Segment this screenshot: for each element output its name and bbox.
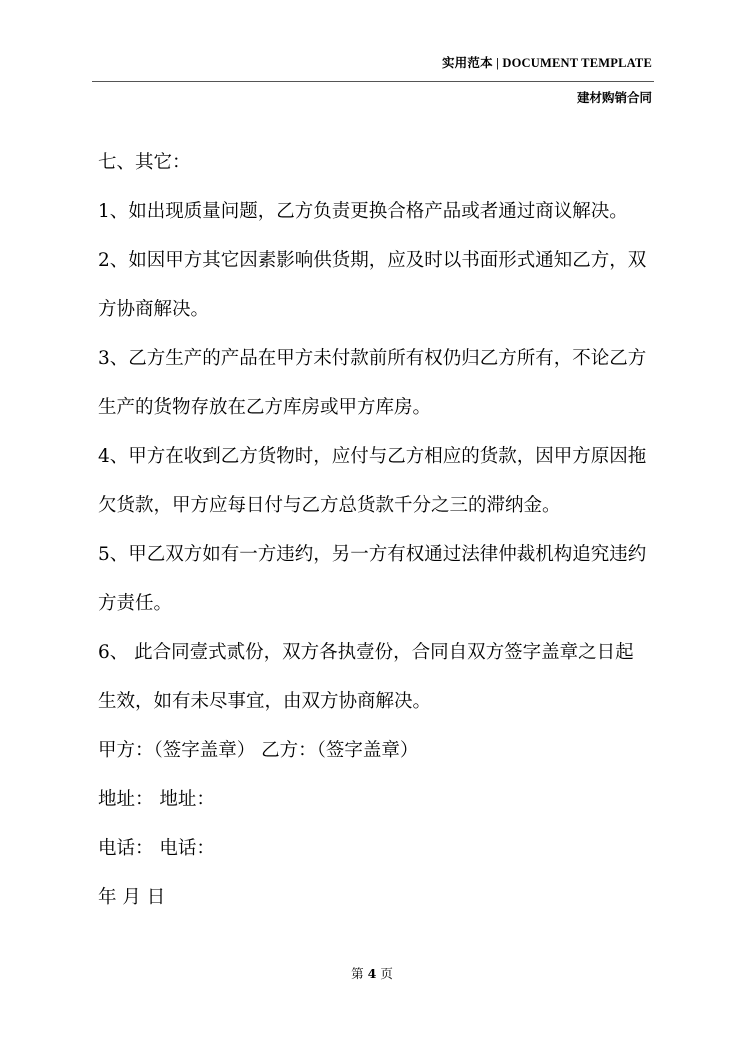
clause-3-line-1: 3、乙方生产的产品在甲方未付款前所有权仍归乙方所有，不论乙方 bbox=[98, 348, 647, 369]
phone-line: 电话： 电话： bbox=[98, 838, 215, 859]
page-suffix: 页 bbox=[380, 966, 393, 981]
clause-4-line-1: 4、甲方在收到乙方货物时，应付与乙方相应的货款，因甲方原因拖 bbox=[98, 446, 647, 467]
page-prefix: 第 bbox=[351, 966, 364, 981]
document-body bbox=[98, 138, 658, 922]
date-line: 年 月 日 bbox=[98, 887, 166, 908]
signature-line: 甲方：（签字盖章） 乙方：（签字盖章） bbox=[98, 740, 419, 761]
clause-2-line-2: 方协商解决。 bbox=[98, 299, 210, 320]
clause-6-line-1: 6、 此合同壹式贰份，双方各执壹份，合同自双方签字盖章之日起 bbox=[98, 642, 634, 663]
header-title: 实用范本 | DOCUMENT TEMPLATE bbox=[441, 56, 652, 70]
clause-4-line-2: 欠货款，甲方应每日付与乙方总货款千分之三的滞纳金。 bbox=[98, 495, 561, 516]
page-number: 4 bbox=[367, 966, 377, 981]
clause-6-line-2: 生效，如有未尽事宜，由双方协商解决。 bbox=[98, 691, 432, 712]
header-divider bbox=[92, 81, 654, 82]
clause-1: 1、如出现质量问题，乙方负责更换合格产品或者通过商议解决。 bbox=[98, 201, 628, 222]
header-subtitle: 建材购销合同 bbox=[576, 90, 652, 105]
clause-2-line-1: 2、如因甲方其它因素影响供货期，应及时以书面形式通知乙方，双 bbox=[98, 250, 647, 271]
address-line: 地址： 地址： bbox=[98, 789, 215, 810]
section-heading: 七、其它： bbox=[98, 152, 191, 173]
clause-5-line-2: 方责任。 bbox=[98, 593, 173, 614]
page-footer bbox=[0, 964, 744, 982]
clause-5-line-1: 5、甲乙双方如有一方违约，另一方有权通过法律仲裁机构追究违约 bbox=[98, 544, 647, 565]
clause-3-line-2: 生产的货物存放在乙方库房或甲方库房。 bbox=[98, 397, 432, 418]
